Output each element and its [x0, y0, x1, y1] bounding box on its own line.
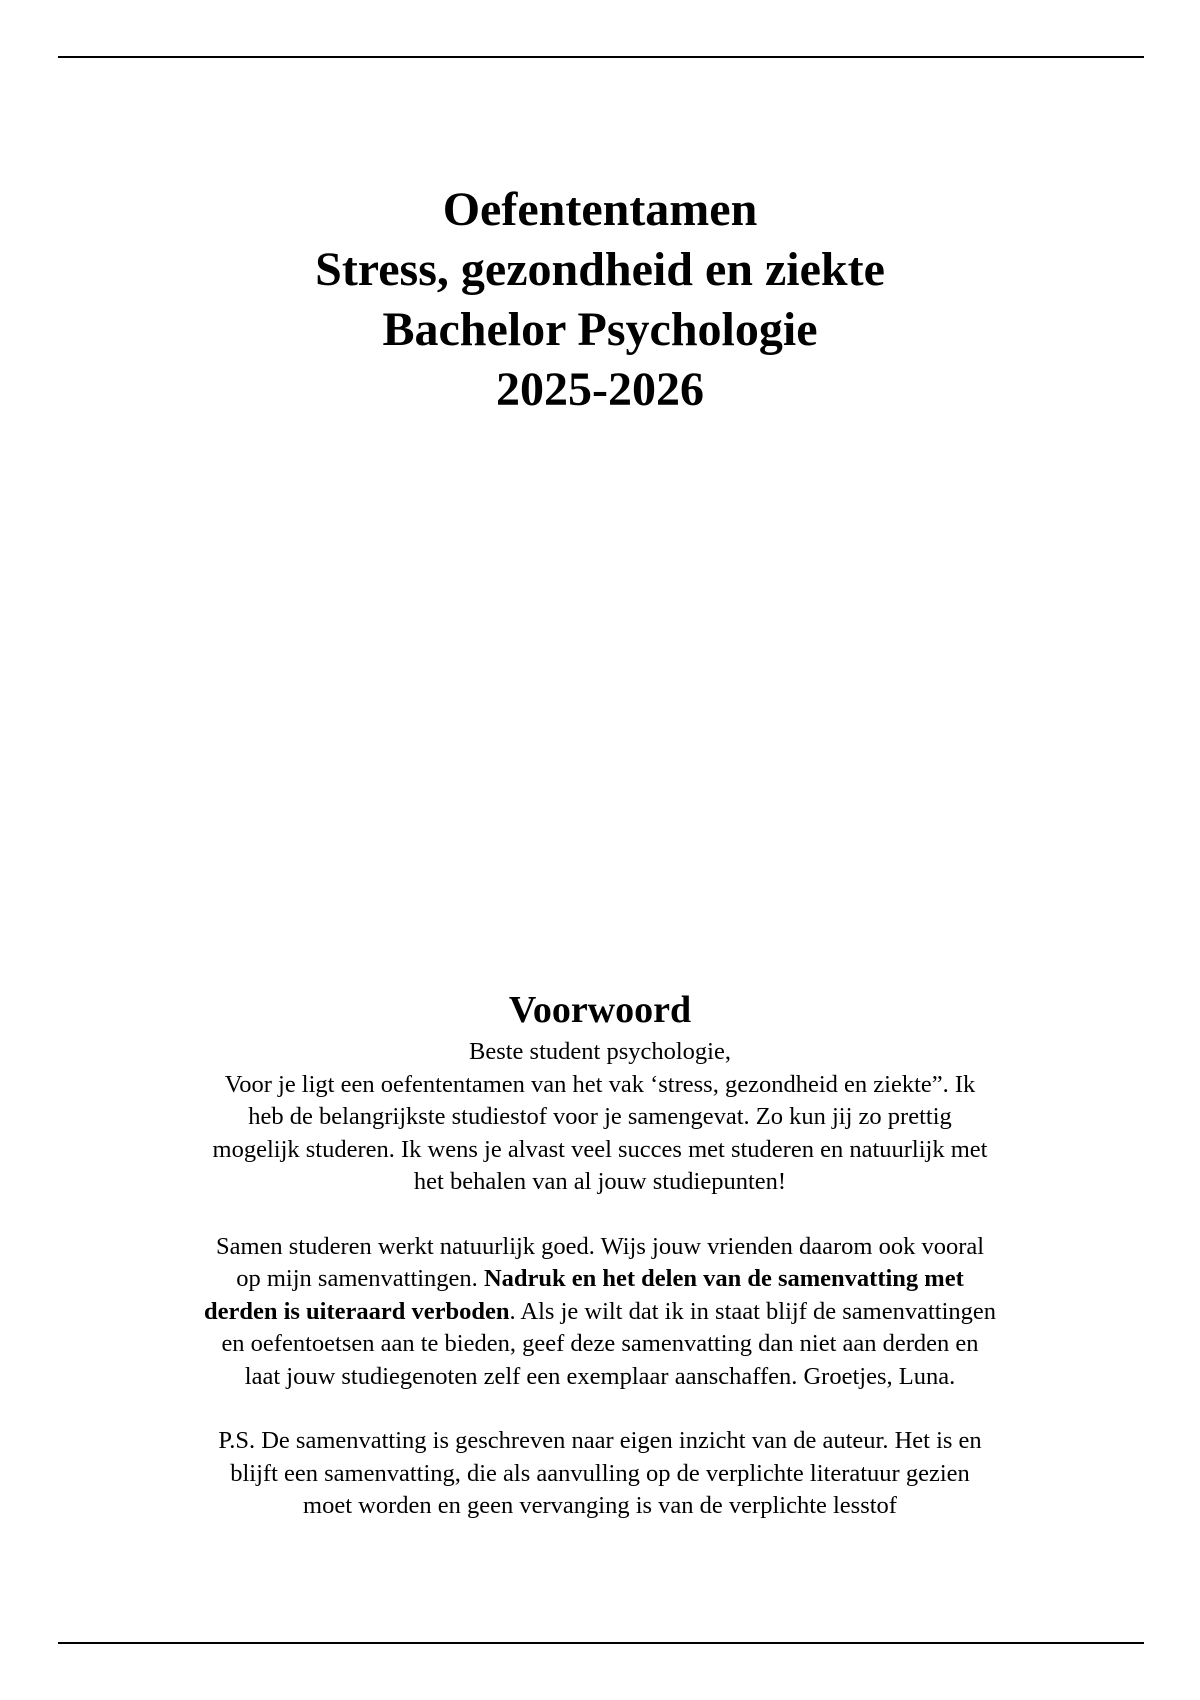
paragraph-line: blijft een samenvatting, die als aanvulling op de verplichte literatuur gezien — [230, 1459, 970, 1487]
paragraph-line: P.S. De samenvatting is geschreven naar eigen inzicht van de auteur. Het is en — [218, 1427, 982, 1454]
title-line-course: Stress, gezondheid en ziekte — [315, 243, 885, 296]
greeting: Beste student psychologie, — [469, 1038, 731, 1065]
foreword-section — [130, 988, 1070, 1523]
paragraph-line — [130, 1263, 1070, 1296]
document-title — [0, 180, 1200, 420]
foreword-heading: Voorwoord — [508, 989, 692, 1031]
paragraph-line: laat jouw studiegenoten zelf een exemplaar aanschaffen. Groetjes, Luna. — [244, 1362, 956, 1390]
bottom-rule — [58, 1642, 1144, 1644]
paragraph-line: Samen studeren werkt natuurlijk goed. Wijs jouw vrienden daarom ook vooral — [215, 1232, 985, 1260]
paragraph-line: het behalen van al jouw studiepunten! — [413, 1168, 787, 1195]
paragraph-line: moet worden en geen vervanging is van de verplichte lesstof — [303, 1492, 897, 1519]
title-line-year: 2025-2026 — [496, 363, 704, 416]
title-line-exam: Oefententamen — [442, 183, 758, 236]
emphasis-text: Nadruk en het delen van de samenvatting met — [483, 1265, 964, 1292]
foreword-paragraph-disclaimer — [130, 1425, 1070, 1523]
paragraph-line: en oefentoetsen aan te bieden, geef deze samenvatting dan niet aan derden en — [221, 1330, 979, 1357]
top-rule — [58, 56, 1144, 58]
foreword-paragraph-intro — [130, 1036, 1070, 1199]
paragraph-line: heb de belangrijkste studiestof voor je samengevat. Zo kun jij zo prettig — [248, 1103, 952, 1130]
paragraph-text: op mijn samenvattingen. — [236, 1265, 484, 1292]
paragraph-line — [130, 1296, 1070, 1329]
paragraph-line: Voor je ligt een oefententamen van het vak ‘stress, gezondheid en ziekte”. Ik — [224, 1070, 976, 1098]
foreword-paragraph-sharing — [130, 1231, 1070, 1394]
emphasis-text: derden is uiteraard verboden — [203, 1297, 510, 1325]
paragraph-line: mogelijk studeren. Ik wens je alvast veel succes met studeren en natuurlijk met — [212, 1135, 988, 1163]
paragraph-text: . Als je wilt dat ik in staat blijf de samenvattingen — [509, 1297, 997, 1325]
title-line-program: Bachelor Psychologie — [382, 303, 818, 356]
